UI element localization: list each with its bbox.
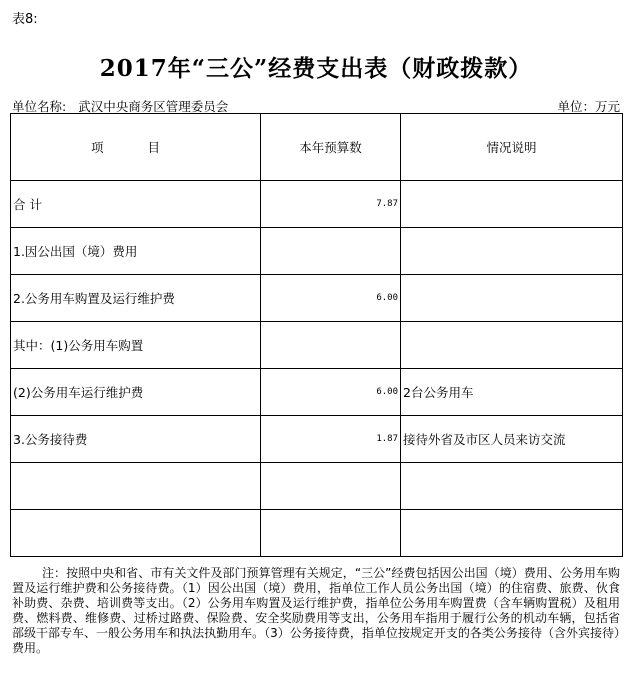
budget-table <box>10 113 623 557</box>
row-item <box>11 463 261 510</box>
row-item: 合 计 <box>11 181 261 228</box>
row-note <box>401 181 623 228</box>
row-note <box>401 463 623 510</box>
row-note <box>401 510 623 557</box>
row-item: 3.公务接待费 <box>11 416 261 463</box>
row-note <box>401 275 623 322</box>
row-amount <box>261 463 401 510</box>
row-amount: 1.87 <box>261 416 401 463</box>
header-note: 情况说明 <box>401 114 623 181</box>
row-item: (2)公务用车运行维护费 <box>11 369 261 416</box>
table-row <box>11 322 623 369</box>
row-item: 1.因公出国（境）费用 <box>11 228 261 275</box>
row-note <box>401 322 623 369</box>
row-item: 2.公务用车购置及运行维护费 <box>11 275 261 322</box>
table-row <box>11 510 623 557</box>
table-number: 表8: <box>12 12 38 27</box>
header-item: 项 目 <box>11 114 261 181</box>
row-amount <box>261 510 401 557</box>
table-row <box>11 463 623 510</box>
unit-name-label: 单位名称: <box>12 99 67 114</box>
table-row <box>11 369 623 416</box>
row-amount <box>261 322 401 369</box>
page-title: 2017年“三公”经费支出表（财政拨款） <box>99 55 533 82</box>
unit-name-value: 武汉中央商务区管理委员会 <box>78 99 229 114</box>
table-row <box>11 275 623 322</box>
row-note: 2台公务用车 <box>401 369 623 416</box>
table-row <box>11 228 623 275</box>
table-row <box>11 181 623 228</box>
table-row <box>11 416 623 463</box>
row-amount <box>261 228 401 275</box>
table-header-row <box>11 114 623 181</box>
row-amount: 6.00 <box>261 275 401 322</box>
row-item: 其中：(1)公务用车购置 <box>11 322 261 369</box>
row-note <box>401 228 623 275</box>
header-amount: 本年预算数 <box>261 114 401 181</box>
row-amount: 7.87 <box>261 181 401 228</box>
row-amount: 6.00 <box>261 369 401 416</box>
footnote: 注：按照中央和省、市有关文件及部门预算管理有关规定，“三公”经费包括因公出国（境）费用、公务用车购置及运行维护费和公务接待费。（1）因公出国（境）费用，指单位工作人员公务出国（境）的住宿费、旅费、伙食补助费、杂费、培训费等支出。（2）公务用车购置及运行维护费，指单位公务用车购置费（含车辆购置税）及租用费、燃料费、维修费、过桥过路费、保险费、安全奖励费用等支出，公务用车指用于履行公务的机动车辆，包括省部级干部专车、一般公务用车和执法执勤用车。（3）公务接待费，指单位按规定开支的各类公务接待（含外宾接待）费用。 <box>12 566 620 655</box>
currency-unit: 单位：万元 <box>557 99 620 114</box>
row-note: 接待外省及市区人员来访交流 <box>401 416 623 463</box>
row-item <box>11 510 261 557</box>
